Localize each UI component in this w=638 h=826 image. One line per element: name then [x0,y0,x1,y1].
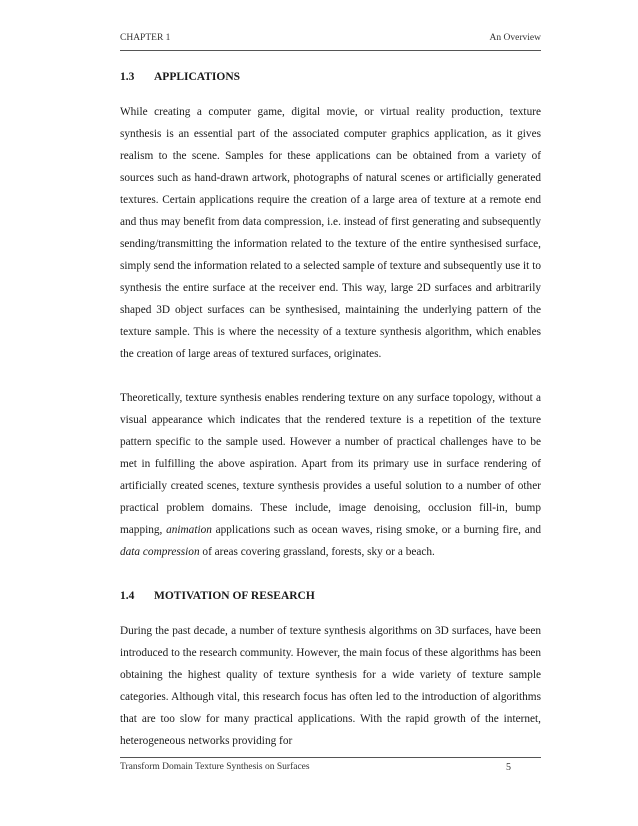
section-heading-motivation [120,585,541,607]
header-chapter: CHAPTER 1 [120,33,171,43]
page-footer [120,762,541,778]
paragraph-text: Theoretically, texture synthesis enables rendering texture on any surface topology, without a visual appearance which indicates that the rendered texture is a repetition of the texture pattern specific to the sample used. However a number of practical challenges have to be met in fulfilling the above aspiration. Apart from its primary use in surface rendering of artificially created scenes, texture synthesis provides a useful solution to a number of other practical problem domains. These include, image denoising, occlusion fill-in, bump mapping, [120,392,541,536]
page-header [120,33,541,49]
emphasis-animation: animation [166,524,212,536]
section-title: MOTIVATION OF RESEARCH [154,590,315,602]
section-title: APPLICATIONS [154,71,241,83]
paragraph: During the past decade, a number of texture synthesis algorithms on 3D surfaces, have been introduced to the research community. However, the main focus of these algorithms has been obtaining the highest quality of texture synthesis for a wide variety of texture sample categories. Although vital, this research focus has often led to the introduction of algorithms that are too slow for many practical applications. With the rapid growth of the internet, heterogeneous networks providing for [120,625,541,747]
paragraph-text: applications such as ocean waves, rising smoke, or a burning fire, and [211,524,541,536]
paragraph-text: of areas covering grassland, forests, sky or a beach. [199,546,435,558]
paragraph-applications-2 [120,387,541,563]
section-number: 1.3 [120,71,135,83]
emphasis-data-compression: data compression [120,546,200,558]
page-number: 5 [506,762,511,773]
section-heading-applications [120,66,541,88]
footer-document-title: Transform Domain Texture Synthesis on Surfaces [120,762,310,772]
header-section-title: An Overview [489,33,541,43]
paragraph: While creating a computer game, digital movie, or virtual reality production, texture synthesis is an essential part of the associated computer graphics application, as it gives realism to the scene. Samples for these applications can be obtained from a variety of sources such as hand-drawn artwork, photographs of natural scenes or artificially generated textures. Certain applications require the creation of a large area of texture at a remote end and thus may benefit from data compression, i.e. instead of first generating and subsequently sending/transmitting the information related to the texture of the entire synthesised surface, simply send the information related to a selected sample of texture and subsequently use it to synthesis the entire surface at the receiver end. This way, large 2D surfaces and arbitrarily shaped 3D object surfaces can be synthesised, maintaining the underlying pattern of the texture sample. This is where the necessity of a texture synthesis algorithm, which enables the creation of large areas of textured surfaces, originates. [120,106,541,360]
header-rule [120,50,541,51]
page-body [120,66,541,752]
section-number: 1.4 [120,590,135,602]
footer-rule [120,757,541,758]
